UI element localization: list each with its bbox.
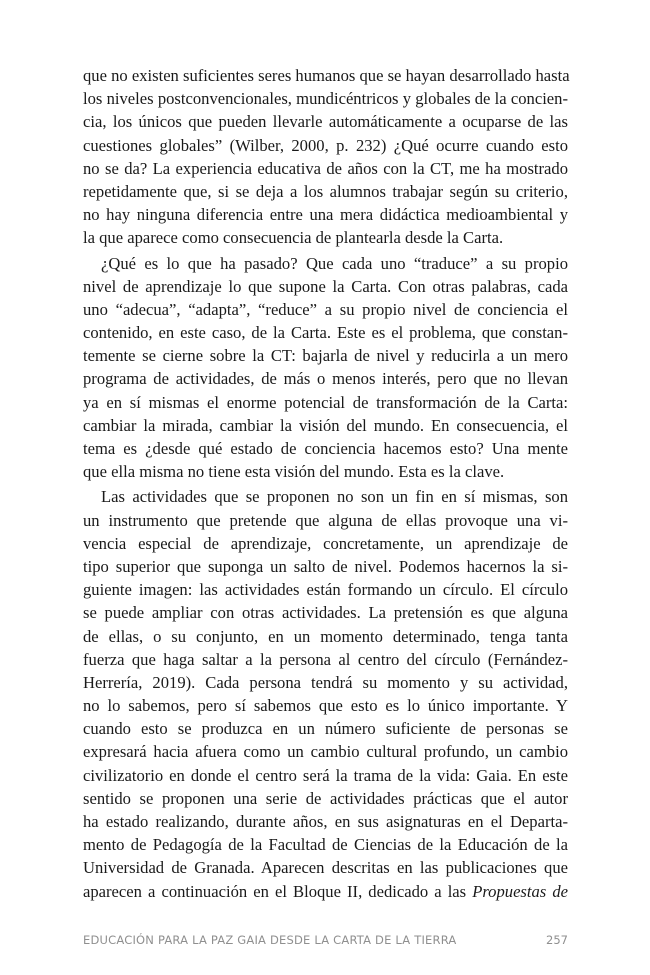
text-line: no hay ninguna diferencia entre una mera didáctica medioambiental y <box>83 205 568 225</box>
text-line: contenido, en este caso, de la Carta. Este es el problema, que constan- <box>83 323 568 343</box>
page-body <box>83 64 568 903</box>
text-line: se puede ampliar con otras actividades. La pretensión es que alguna <box>83 603 568 623</box>
page-number: 257 <box>546 933 568 947</box>
text-line: ¿Qué es lo que ha pasado? Que cada uno “traduce” a su propio <box>101 253 568 273</box>
text-line: los niveles postconvencionales, mundicéntricos y globales de la concien- <box>83 89 568 109</box>
text-line: repetidamente que, si se deja a los alumnos trabajar según su criterio, <box>83 181 568 201</box>
text-line: vencia especial de aprendizaje, concretamente, un aprendizaje de <box>83 533 568 553</box>
text-line: cuestiones globales” (Wilber, 2000, p. 232) ¿Qué ocurre cuando esto <box>83 135 568 155</box>
text-line: tipo superior que suponga un salto de nivel. Podemos hacernos la si- <box>83 556 568 576</box>
text-line <box>83 880 568 903</box>
text-line: civilizatorio en donde el centro será la trama de la vida: Gaia. En este <box>83 765 568 785</box>
italic-emphasis: Propuestas de <box>472 881 568 901</box>
text-line: Universidad de Granada. Aparecen descritas en las publicaciones que <box>83 858 568 878</box>
text-line: no lo sabemos, pero sí sabemos que esto es lo único importante. Y <box>83 696 568 716</box>
text-line: cuando esto se produzca en un número suficiente de personas se <box>83 719 568 739</box>
text-line: Las actividades que se proponen no son un fin en sí mismas, son <box>101 487 568 507</box>
text-line: no se da? La experiencia educativa de años con la CT, me ha mostrado <box>83 158 568 178</box>
paragraph <box>83 64 568 250</box>
text-line: la que aparece como consecuencia de plantearla desde la Carta. <box>83 228 504 248</box>
paragraph <box>83 485 568 902</box>
running-footer: EDUCACIÓN PARA LA PAZ GAIA DESDE LA CARTA DE LA TIERRA <box>83 933 457 947</box>
text-line: un instrumento que pretende que alguna de ellas provoque una vi- <box>83 510 568 530</box>
text-line: tema es ¿desde qué estado de conciencia hacemos esto? Una mente <box>83 439 568 458</box>
text-line: uno “adecua”, “adapta”, “reduce” a su propio nivel de conciencia el <box>83 299 568 319</box>
paragraph <box>83 252 568 484</box>
text-line: que ella misma no tiene esta visión del mundo. Esta es la clave. <box>83 462 505 482</box>
text-line: Herrería, 2019). Cada persona tendrá su momento y su actividad, <box>83 672 568 692</box>
text-line: cambiar la mirada, cambiar la visión del mundo. En consecuencia, el <box>83 415 568 435</box>
text-line: sentido se proponen una serie de actividades prácticas que el autor <box>83 788 568 808</box>
text-line: expresará hacia afuera como un cambio cultural profundo, un cambio <box>83 742 568 762</box>
text-line: fuerza que haga saltar a la persona al centro del círculo (Fernández- <box>83 649 568 669</box>
text-line: temente se cierne sobre la CT: bajarla de nivel y reducirla a un mero <box>83 346 568 366</box>
text-line: mento de Pedagogía de la Facultad de Ciencias de la Educación de la <box>83 835 568 855</box>
text-line: ya en sí mismas el enorme potencial de transformación de la Carta: <box>83 392 568 412</box>
text-line: cia, los únicos que pueden llevarle automáticamente a ocuparse de las <box>83 112 568 132</box>
text-line: guiente imagen: las actividades están formando un círculo. El círculo <box>83 580 568 600</box>
text-line: de ellas, o su conjunto, en un momento determinado, tenga tanta <box>83 626 568 646</box>
text-line: ha estado realizando, durante años, en sus asignaturas en el Departa- <box>83 812 568 831</box>
text-span: aparecen a continuación en el Bloque II, dedicado a las <box>83 881 473 901</box>
text-line: que no existen suficientes seres humanos que se hayan desarrollado hasta <box>83 66 570 85</box>
text-line: programa de actividades, de más o menos interés, pero que no llevan <box>83 369 568 389</box>
text-line: nivel de aprendizaje lo que supone la Carta. Con otras palabras, cada <box>83 276 568 296</box>
